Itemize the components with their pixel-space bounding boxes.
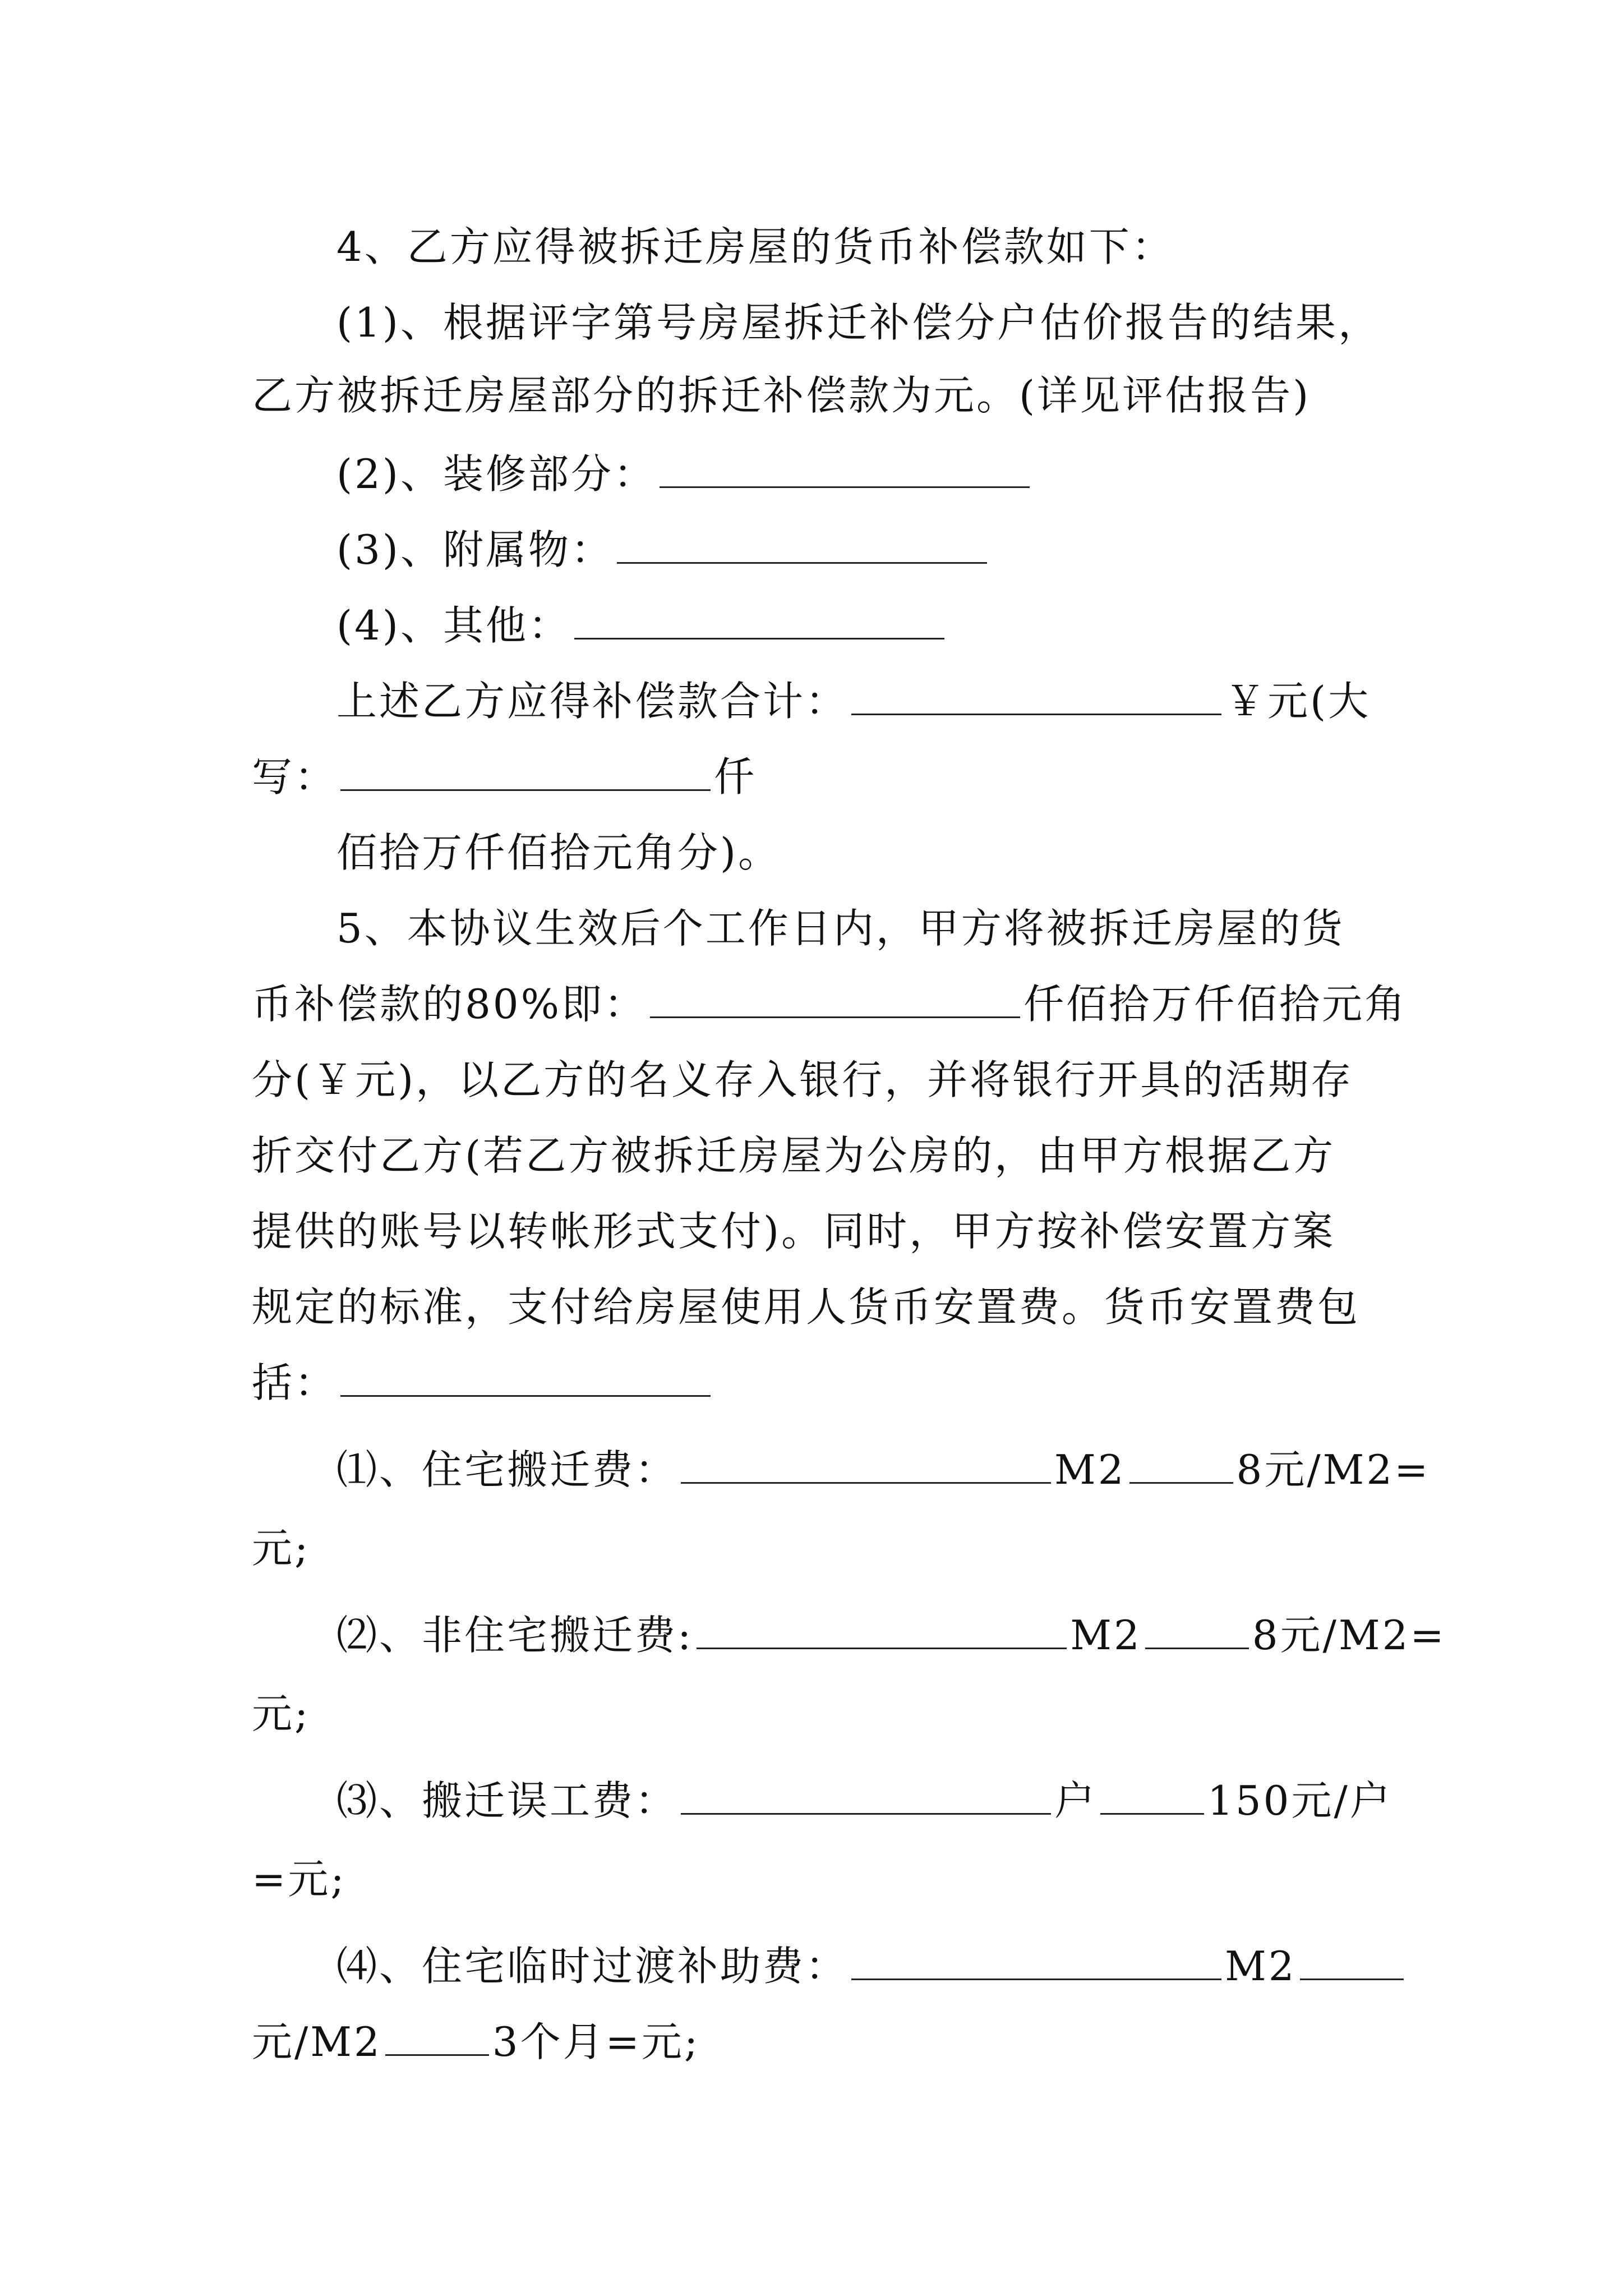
text-run: ⑵、非住宅搬迁费: bbox=[336, 1612, 694, 1659]
fee-1-line-2 bbox=[252, 1520, 1385, 1576]
fee-2-line-2 bbox=[252, 1686, 1385, 1742]
text-run: 币补偿款的80%即： bbox=[252, 981, 647, 1028]
fill-in-blank bbox=[851, 680, 1221, 715]
clause-5-line-5 bbox=[252, 1203, 1385, 1259]
clause-4-1-line-2 bbox=[252, 367, 1385, 424]
fill-in-blank bbox=[340, 1361, 711, 1397]
text-run: (3)、附属物： bbox=[336, 526, 614, 573]
fill-in-blank bbox=[681, 1448, 1051, 1484]
fee-2-line-1 bbox=[336, 1607, 1446, 1663]
clause-5-line-3 bbox=[252, 1052, 1385, 1108]
clause-4-3 bbox=[336, 522, 1385, 578]
text-run: 8元/M2= bbox=[1236, 1446, 1431, 1493]
text-run: (4)、其他： bbox=[336, 602, 571, 649]
clause-5-line-1 bbox=[336, 900, 1385, 956]
fill-in-blank bbox=[385, 2021, 489, 2056]
fee-1-line-1 bbox=[336, 1442, 1431, 1498]
text-run: ⑴、住宅搬迁费： bbox=[336, 1446, 678, 1493]
total-line-1 bbox=[336, 673, 1385, 729]
text-run: 8元/M2= bbox=[1252, 1612, 1446, 1659]
text-run: 户 bbox=[1054, 1777, 1098, 1824]
text-run: ⑷、住宅临时过渡补助费： bbox=[336, 1943, 849, 1990]
text-run: 仟佰拾万仟佰拾元角 bbox=[1023, 981, 1408, 1028]
text-run: (2)、装修部分： bbox=[336, 450, 656, 498]
text-run: 分(￥元)，以乙方的名义存入银行，并将银行开具的活期存 bbox=[252, 1056, 1354, 1103]
fill-in-blank bbox=[1145, 1614, 1249, 1649]
text-run: (1)、根据评字第号房屋拆迁补偿分户估价报告的结果， bbox=[336, 299, 1381, 346]
fill-in-blank bbox=[574, 604, 944, 639]
text-run: 佰拾万仟佰拾元角分)。 bbox=[336, 829, 781, 876]
clause-4-4 bbox=[336, 597, 1385, 654]
text-run: M2 bbox=[1225, 1943, 1297, 1990]
fill-in-blank bbox=[1300, 1945, 1404, 1980]
text-run: =元; bbox=[252, 1856, 347, 1903]
text-run: ⑶、搬迁误工费： bbox=[336, 1777, 678, 1824]
text-run: M2 bbox=[1070, 1612, 1142, 1659]
fill-in-blank bbox=[660, 453, 1030, 488]
clause-4-1-line-1 bbox=[336, 295, 1385, 351]
fill-in-blank bbox=[617, 528, 987, 564]
text-run: ￥元(大 bbox=[1225, 678, 1371, 725]
text-run: 规定的标准，支付给房屋使用人货币安置费。货币安置费包 bbox=[252, 1283, 1361, 1331]
fill-in-blank bbox=[697, 1614, 1067, 1649]
fee-3-line-2 bbox=[252, 1851, 1385, 1907]
total-line-2 bbox=[252, 749, 1385, 805]
fee-3-line-1 bbox=[336, 1773, 1393, 1829]
text-run: 上述乙方应得补偿款合计： bbox=[336, 678, 849, 725]
fill-in-blank bbox=[1100, 1779, 1204, 1815]
text-run: 仟 bbox=[714, 753, 757, 800]
fill-in-blank bbox=[650, 983, 1020, 1018]
clause-4-heading bbox=[336, 219, 1385, 275]
text-run: 150元/户 bbox=[1207, 1777, 1393, 1824]
text-run: 4、乙方应得被拆迁房屋的货币补偿款如下： bbox=[336, 223, 1174, 270]
text-run: 5、本协议生效后个工作日内，甲方将被拆迁房屋的货 bbox=[336, 905, 1345, 952]
clause-4-2 bbox=[336, 446, 1385, 502]
fill-in-blank bbox=[851, 1945, 1221, 1980]
fee-4-line-2 bbox=[252, 2014, 1385, 2070]
fill-in-blank bbox=[340, 756, 711, 791]
text-run: 折交付乙方(若乙方被拆迁房屋为公房的，由甲方根据乙方 bbox=[252, 1132, 1336, 1179]
text-run: 乙方被拆迁房屋部分的拆迁补偿款为元。(详见评估报告) bbox=[252, 372, 1311, 419]
clause-5-line-4 bbox=[252, 1128, 1385, 1184]
text-run: 元; bbox=[252, 1690, 311, 1737]
text-run: 写： bbox=[252, 753, 338, 800]
text-run: 3个月=元; bbox=[492, 2018, 700, 2065]
clause-5-line-6 bbox=[252, 1279, 1385, 1335]
text-run: 提供的账号以转帐形式支付)。同时，甲方按补偿安置方案 bbox=[252, 1208, 1336, 1255]
text-run: 括： bbox=[252, 1359, 338, 1406]
fill-in-blank bbox=[1129, 1448, 1233, 1484]
total-line-3 bbox=[336, 825, 1385, 881]
text-run: M2 bbox=[1054, 1446, 1126, 1493]
text-run: 元; bbox=[252, 1525, 311, 1572]
text-run: 元/M2 bbox=[252, 2018, 382, 2065]
clause-5-line-7 bbox=[252, 1355, 1385, 1411]
fee-4-line-1 bbox=[336, 1938, 1385, 1994]
clause-5-line-2 bbox=[252, 976, 1408, 1032]
fill-in-blank bbox=[681, 1779, 1051, 1815]
